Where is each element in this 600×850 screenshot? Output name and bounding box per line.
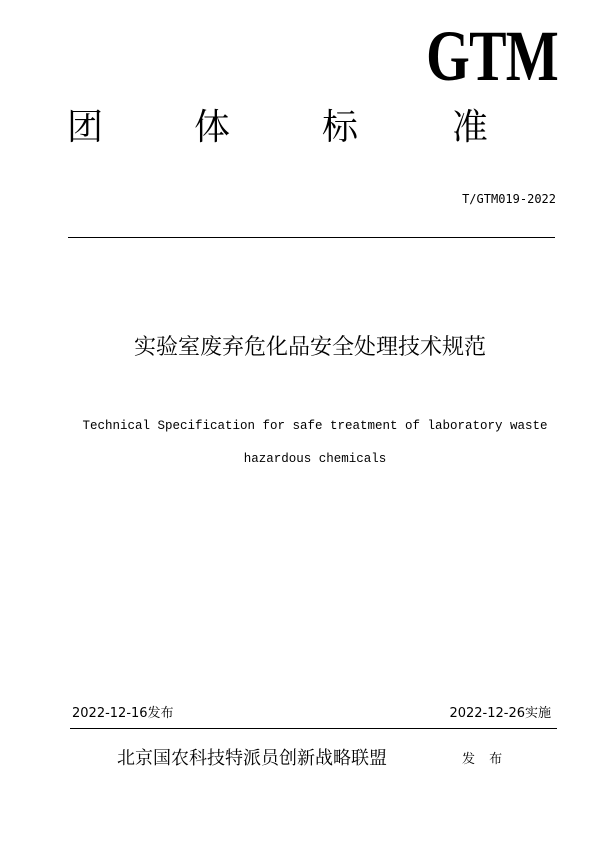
standard-type-char: 体: [194, 107, 231, 148]
standard-type-char: 团: [67, 107, 104, 148]
issue-date: 2022-12-16发布: [72, 706, 174, 721]
english-title-line-2: hazardous chemicals: [243, 452, 387, 466]
bottom-divider: [70, 728, 557, 729]
standard-type-char: 准: [452, 107, 489, 148]
standard-code: T/GTM019-2022: [462, 192, 556, 206]
top-divider: [68, 237, 555, 238]
effective-date: 2022-12-26实施: [449, 706, 551, 721]
gtm-logo: GTM: [426, 16, 558, 96]
publish-label: 发 布: [462, 752, 503, 767]
standard-type-char: 标: [322, 107, 359, 148]
document-title: 实验室废弃危化品安全处理技术规范: [133, 335, 486, 360]
publishing-organization: 北京国农科技特派员创新战略联盟: [117, 748, 387, 769]
english-title-line-1: Technical Specification for safe treatment of laboratory waste: [82, 419, 548, 433]
